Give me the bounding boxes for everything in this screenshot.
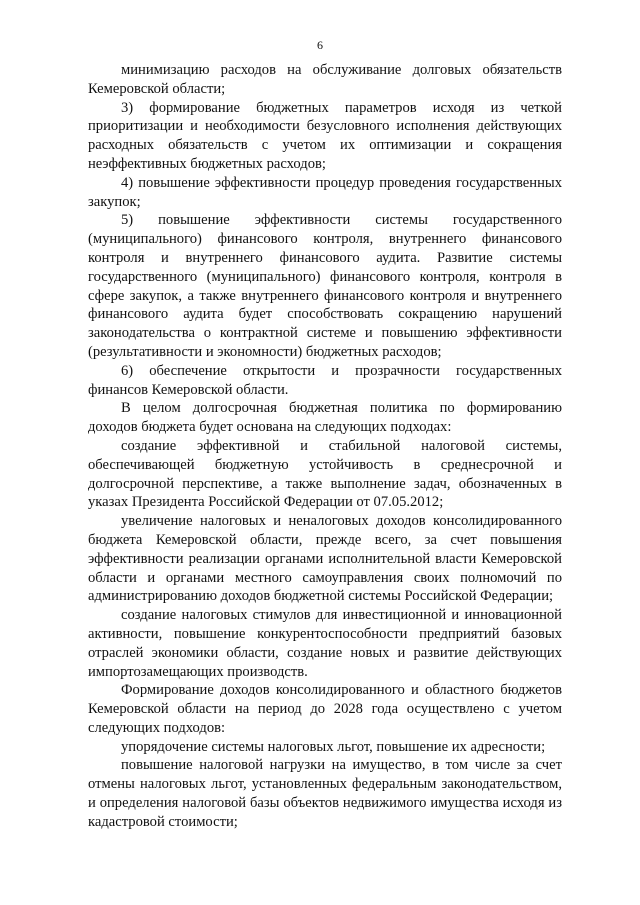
document-body (88, 61, 562, 832)
paragraph: 4) повышение эффективности процедур проведения государственных закупок; (88, 174, 562, 210)
paragraph: создание налоговых стимулов для инвестиционной и инновационной активности, повышение конкурентоспособности предприятий базовых отраслей экономики области, создание новых и развитие действующих импортозамещающих производств. (88, 607, 562, 680)
paragraph: 5) повышение эффективности системы государственного (муниципального) финансового контроля, внутреннего финансового контроля и внутреннего финансового аудита. Развитие системы государственного (муниципального) финансового контроля, контроля в сфере закупок, а также внутреннего финансового контроля и внутреннего финансового аудита будет способствовать сокращению нарушений законодательства о контрактной системе и повышению эффективности (результативности и экономности) бюджетных расходов; (88, 212, 562, 360)
paragraph: В целом долгосрочная бюджетная политика по формированию доходов бюджета будет основана на следующих подходах: (88, 400, 562, 436)
paragraph: повышение налоговой нагрузки на имущество, в том числе за счет отмены налоговых льгот, установленных федеральным законодательством, и определения налоговой базы объектов недвижимого имущества исходя из кадастровой стоимости; (88, 757, 562, 830)
paragraph: 6) обеспечение открытости и прозрачности государственных финансов Кемеровской области. (88, 362, 562, 398)
paragraph: минимизацию расходов на обслуживание долговых обязательств Кемеровской области; (88, 62, 562, 97)
paragraph: Формирование доходов консолидированного и областного бюджетов Кемеровской области на период до 2028 года осуществлено с учетом следующих подходов: (88, 682, 562, 736)
paragraph: 3) формирование бюджетных параметров исходя из четкой приоритизации и необходимости безусловного исполнения действующих расходных обязательств с учетом их оптимизации и сокращения неэффективных бюджетных расходов; (88, 99, 562, 172)
page-number: 6 (317, 38, 323, 52)
paragraph: упорядочение системы налоговых льгот, повышение их адресности; (121, 738, 546, 755)
paragraph: увеличение налоговых и неналоговых доходов консолидированного бюджета Кемеровской области, прежде всего, за счет повышения эффективности реализации органами исполнительной власти Кемеровской области и органами местного самоуправления своих полномочий по администрированию доходов бюджетной системы Российской Федерации; (88, 513, 562, 605)
paragraph: создание эффективной и стабильной налоговой системы, обеспечивающей бюджетную устойчивость в среднесрочной и долгосрочной перспективе, а также выполнение задач, обозначенных в указах Президента Российской Федерации от 07.05.2012; (88, 437, 562, 511)
